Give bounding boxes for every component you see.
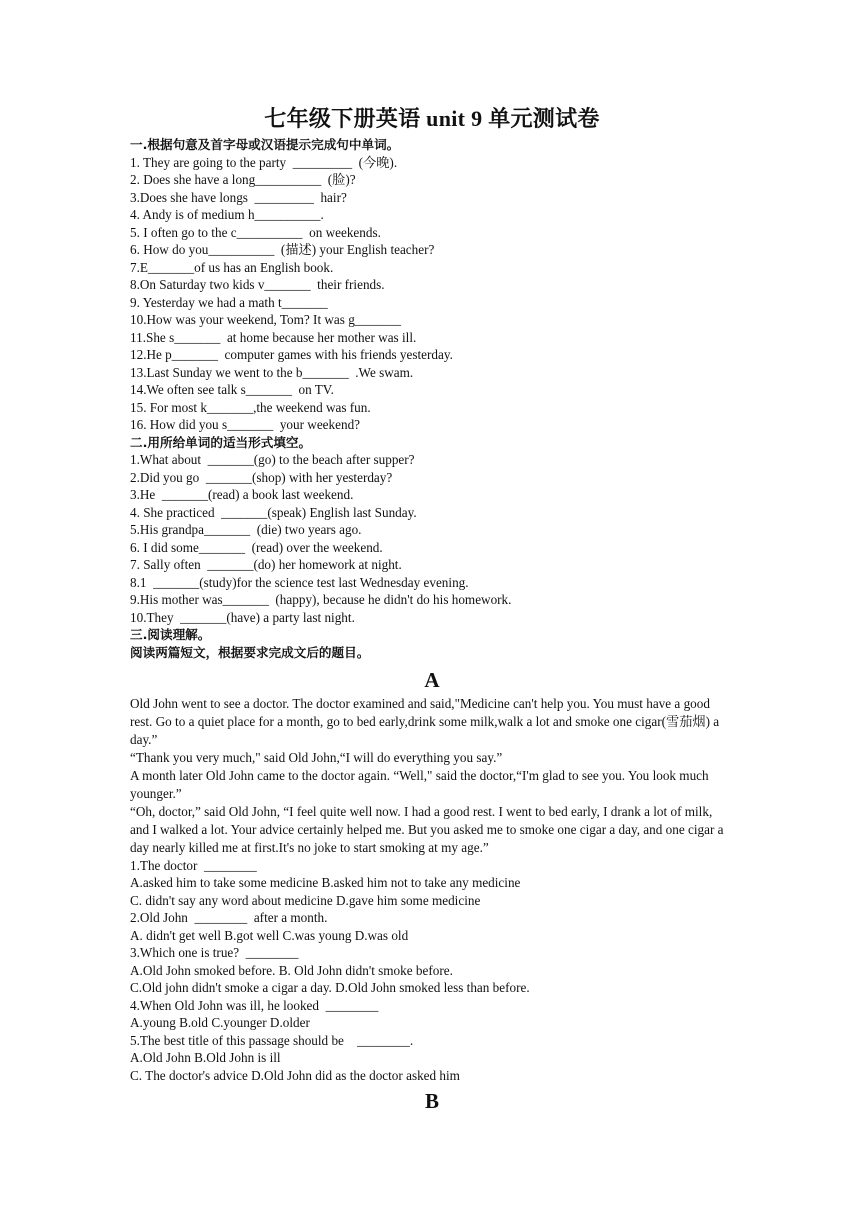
question-item: 9.His mother was_______ (happy), because he didn't do his homework. [130, 592, 512, 608]
reading-question-line: A.Old John smoked before. B. Old John didn't smoke before. [130, 962, 453, 978]
page-title: 七年级下册英语 unit 9 单元测试卷 [264, 106, 600, 131]
reading-question-line: A. didn't get well B.got well C.was young D.was old [130, 927, 409, 943]
question-item: 7. Sally often _______(do) her homework at night. [130, 557, 402, 573]
question-item: 1.What about _______(go) to the beach after supper? [130, 452, 415, 468]
question-item: 15. For most k_______,the weekend was fun. [130, 399, 371, 415]
question-item: 8.1 _______(study)for the science test last Wednesday evening. [130, 574, 469, 590]
reading-question-line: A.asked him to take some medicine B.asked him not to take any medicine [130, 875, 521, 891]
section-1-items [130, 154, 734, 434]
reading-question-line: A.young B.old C.younger D.older [130, 1015, 310, 1031]
question-item: 4. She practiced _______(speak) English last Sunday. [130, 504, 417, 520]
reading-question-line: 2.Old John ________ after a month. [130, 910, 328, 926]
passage-paragraph: A month later Old John came to the doctor again. “Well," said the doctor,“I'm glad to see you. You look much younger.” [130, 768, 709, 801]
passage-paragraph: Old John went to see a doctor. The doctor examined and said,"Medicine can't help you. You must have a good rest. Go to a quiet place for a month, go to bed early,drink some milk,walk a lot and smoke one cigar(雪茄烟) a day.” [130, 696, 720, 748]
reading-question-line: 4.When Old John was ill, he looked ________ [130, 997, 379, 1013]
reading-question-line: 5.The best title of this passage should be ________. [130, 1032, 414, 1048]
passage-b-letter: B [424, 1089, 439, 1114]
passage-a-questions [130, 857, 734, 1085]
question-item: 13.Last Sunday we went to the b_______ .We swam. [130, 364, 414, 380]
reading-question-line: 3.Which one is true? ________ [130, 945, 299, 961]
question-item: 9. Yesterday we had a math t_______ [130, 294, 328, 310]
passage-paragraph: “Thank you very much," said Old John,“I will do everything you say.” [130, 750, 503, 766]
section-1-heading: 一.根据句意及首字母或汉语提示完成句中单词。 [130, 137, 400, 152]
question-item: 14.We often see talk s_______ on TV. [130, 382, 334, 398]
question-item: 7.E_______of us has an English book. [130, 259, 334, 275]
question-item: 2.Did you go _______(shop) with her yesterday? [130, 469, 393, 485]
question-item: 5. I often go to the c__________ on weekends. [130, 224, 381, 240]
question-item: 4. Andy is of medium h__________. [130, 207, 324, 223]
question-item: 6. How do you__________ (描述) your English teacher? [130, 242, 435, 258]
section-3-instruction: 阅读两篇短文，根据要求完成文后的题目。 [130, 644, 370, 660]
passage-a-letter: A [424, 668, 440, 693]
exam-page [130, 104, 734, 1116]
reading-question-line: C.Old john didn't smoke a cigar a day. D.Old John smoked less than before. [130, 980, 530, 996]
question-item: 5.His grandpa_______ (die) two years ago. [130, 522, 362, 538]
section-3-heading: 三.阅读理解。 [130, 627, 211, 643]
reading-question-line: 1.The doctor ________ [130, 857, 257, 873]
question-item: 16. How did you s_______ your weekend? [130, 417, 361, 433]
question-item: 11.She s_______ at home because her mother was ill. [130, 329, 417, 345]
question-item: 1. They are going to the party _________ (今晚). [130, 154, 398, 170]
question-item: 3.Does she have longs _________ hair? [130, 189, 347, 205]
question-item: 10.How was your weekend, Tom? It was g_______ [130, 312, 401, 328]
question-item: 2. Does she have a long__________ (脸)? [130, 172, 356, 188]
section-2-heading: 二.用所给单词的适当形式填空。 [130, 434, 312, 450]
reading-question-line: C. didn't say any word about medicine D.gave him some medicine [130, 892, 481, 908]
question-item: 10.They _______(have) a party last night. [130, 609, 355, 625]
question-item: 12.He p_______ computer games with his friends yesterday. [130, 347, 453, 363]
reading-question-line: C. The doctor's advice D.Old John did as the doctor asked him [130, 1067, 460, 1083]
reading-question-line: A.Old John B.Old John is ill [130, 1050, 281, 1066]
passage-a-text [130, 695, 734, 856]
question-item: 8.On Saturday two kids v_______ their friends. [130, 277, 385, 293]
section-2-items [130, 451, 734, 626]
question-item: 3.He _______(read) a book last weekend. [130, 487, 354, 503]
passage-paragraph: “Oh, doctor,” said Old John, “I feel quite well now. I had a good rest. I went to bed early, I drank a lot of milk, and I walked a lot. Your advice certainly helped me. But you asked me to smoke one cigar a day, and one cigar a day nearly killed me at first.It's no joke to start smoking at my age.” [130, 803, 724, 855]
question-item: 6. I did some_______ (read) over the weekend. [130, 539, 383, 555]
